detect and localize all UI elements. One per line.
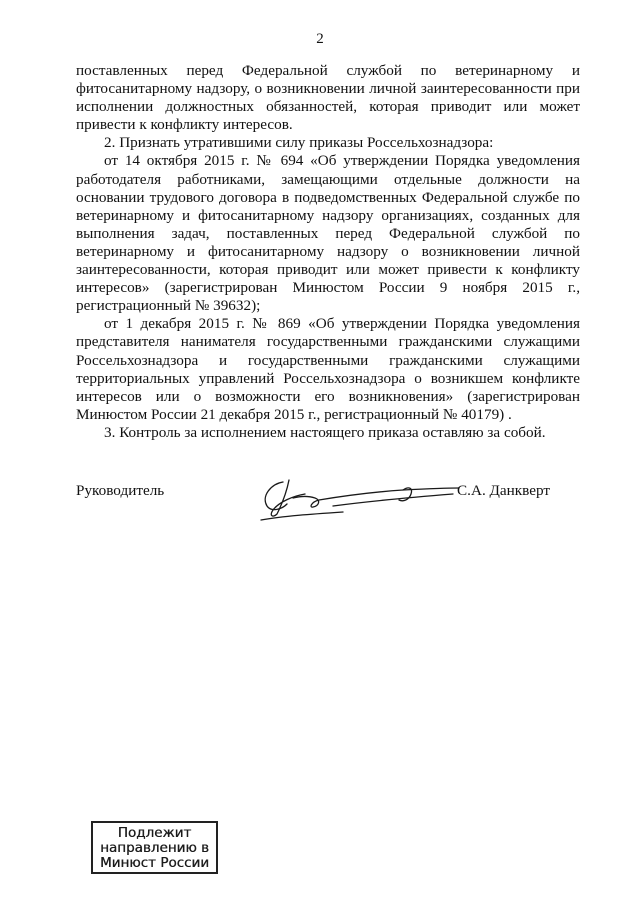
paragraph-continuation: поставленных перед Федеральной службой по ветеринарному и фитосанитарному надзору, о возникновении личной заинтересованности при исполнении должностных обязанностей, которая приводит или может привести к конфликту интересов. — [76, 62, 580, 134]
paragraph-item-2: 2. Признать утратившими силу приказы Россельхознадзора: — [104, 134, 494, 152]
signatory-title: Руководитель — [76, 482, 165, 499]
signature-block — [76, 474, 580, 524]
stamp-line-3: Минюст России — [100, 855, 209, 872]
stamp-line-1: Подлежит — [117, 825, 192, 841]
signatory-name: С.А. Данкверт — [457, 482, 550, 499]
paragraph-item-3: 3. Контроль за исполнением настоящего приказа оставляю за собой. — [104, 423, 546, 441]
page-number: 2 — [316, 31, 324, 47]
paragraph-order-869: от 1 декабря 2015 г. № 869 «Об утверждении Порядка уведомления представителя нанимателя государственными гражданскими служащими Россельхознадзора и государственными гражданскими служащими территориальных управлений Россельхознадзора о возникшем конфликте интересов или о возможности его возникновения» (зарегистрирован Минюстом России 21 декабря 2015 г., регистрационный № 40179) . — [76, 315, 580, 423]
ministry-stamp — [91, 821, 218, 874]
stamp-line-2: направлению в — [100, 840, 209, 857]
handwritten-signature — [253, 474, 463, 522]
paragraph-order-694: от 14 октября 2015 г. № 694 «Об утверждении Порядка уведомления работодателя работниками, замещающими отдельные должности на основании трудового договора в подведомственных Федеральной службе по ветеринарному и фитосанитарному надзору организациях, созданных для выполнения задач, поставленных перед Федеральной службой по ветеринарному и фитосанитарному надзору о возникновении личной заинтересованности, которая приводит или может привести к конфликту интересов» (зарегистрирован Минюстом России 9 ноября 2015 г., регистрационный № 39632); — [76, 152, 580, 315]
document-body — [76, 62, 580, 442]
